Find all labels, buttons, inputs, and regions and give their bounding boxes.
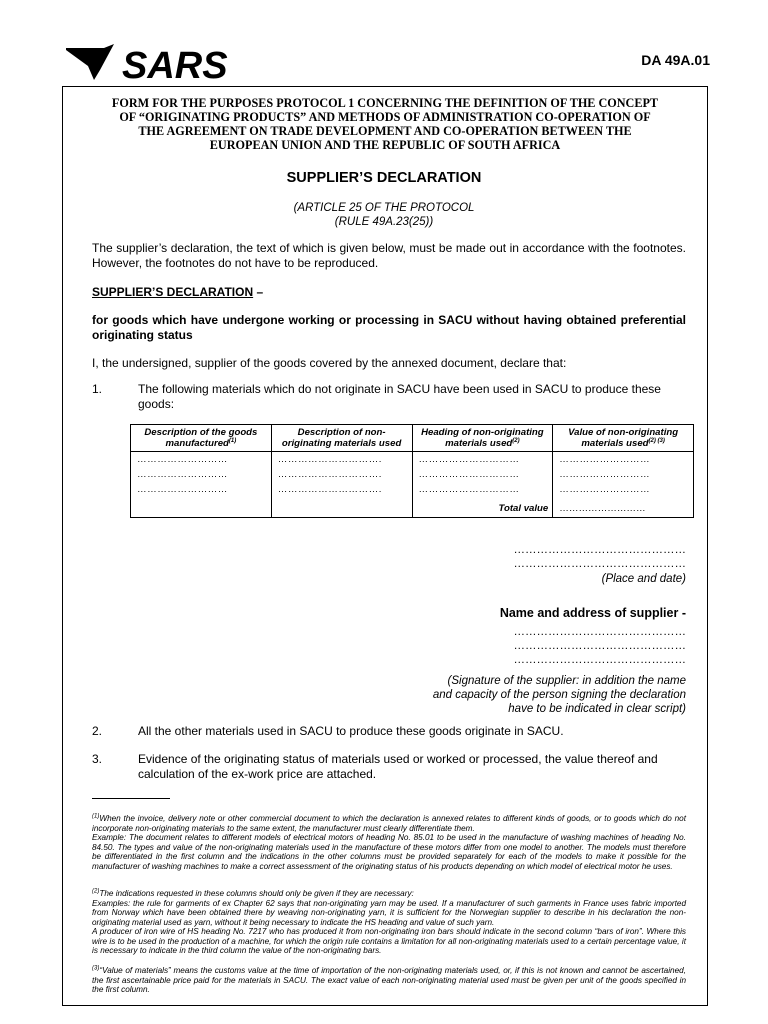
item-number: 3. xyxy=(92,752,103,766)
table-row xyxy=(131,452,694,502)
materials-cell[interactable]: …………………………. …………………………. …………………………. xyxy=(271,452,412,502)
footnote-3: $^{(3)}$“Value of materials” means the customs value at the time of importation of the non-originating materials used, or, if this is not known and cannot be ascertained, the first ascertainable price paid for the materials in SACU. The exact value of each non-originating material used must be given per unit of the goods specified in the first column. xyxy=(92,965,686,994)
materials-table xyxy=(130,424,694,518)
supplier-name-field[interactable]: ……………………………………… ……………………………………… ……………………………………… xyxy=(513,626,686,666)
subheading xyxy=(92,285,263,300)
subheading-underlined: SUPPLIER’S DECLARATION xyxy=(92,285,254,299)
article-reference xyxy=(0,201,768,229)
goods-statement: for goods which have undergone working or processing in SACU without having obtained preferential originating status xyxy=(92,313,686,342)
heading-cell[interactable]: ………………………… ………………………… ………………………… xyxy=(412,452,553,502)
article-line: (ARTICLE 25 OF THE PROTOCOL xyxy=(293,202,475,214)
signature-instructions: (Signature of the supplier: in addition the name and capacity of the person signing the declaration have to be indicated in clear script) xyxy=(432,675,686,715)
form-heading-line: OF “ORIGINATING PRODUCTS” AND METHODS OF ADMINISTRATION CO-OPERATION OF xyxy=(119,110,651,124)
total-value-cell[interactable]: ……………………… xyxy=(553,501,694,518)
form-heading-line: THE AGREEMENT ON TRADE DEVELOPMENT AND CO-OPERATION BETWEEN THE xyxy=(138,124,632,138)
item-number: 1. xyxy=(92,382,103,396)
total-label: Total value xyxy=(412,501,553,518)
form-heading xyxy=(90,96,680,152)
intro-paragraph: The supplier’s declaration, the text of which is given below, must be made out in accordance with the footnotes. However, the footnotes do not have to be reproduced. xyxy=(92,241,686,270)
undersigned-statement: I, the undersigned, supplier of the goods covered by the annexed document, declare that: xyxy=(92,356,567,370)
footnote-divider xyxy=(92,798,170,799)
empty-cell xyxy=(131,501,272,518)
value-cell[interactable]: ……………………… ……………………… ……………………… xyxy=(553,452,694,502)
sars-logo xyxy=(64,42,236,82)
footnote-1: $^{(1)}$When the invoice, delivery note or other commercial document to which the declaration is annexed relates to different kinds of goods, or to goods which do not incorporate non-originating materials to the same extent, the manufacturer must clearly differentiate them. Example: The document relates to different models of electrical motors of heading No. 85.01 to be used in the manufacture of washing machines of heading No. 84.50. The types and value of the non-originating materials used in the manufacture of these motors differ from one model to another. The models must therefore be differentiated in the first column and the indications in the other columns must be provided separately for each of the models to make it possible for the manufacturer of washing machines to make a correct assessment of the originating status of his products depending on which model of electrical motor he uses. xyxy=(92,813,686,871)
goods-cell[interactable]: ……………………… ……………………… ……………………… xyxy=(131,452,272,502)
item-text: The following materials which do not originate in SACU have been used in SACU to produce these goods: xyxy=(138,382,661,411)
table-header-row xyxy=(131,425,694,452)
item-number: 2. xyxy=(92,724,103,738)
place-date-field[interactable]: ……………………………………… ……………………………………… xyxy=(513,544,686,570)
total-row xyxy=(131,501,694,518)
subheading-dash: – xyxy=(253,285,264,299)
item-text: All the other materials used in SACU to produce these goods originate in SACU. xyxy=(138,724,564,738)
rule-line: (RULE 49A.23(25)) xyxy=(334,216,434,228)
place-date-label: (Place and date) xyxy=(601,573,686,585)
column-header: Description of non-originating materials used xyxy=(271,425,412,452)
column-header: Value of non-originating materials used$^{(2) (3)}$ xyxy=(553,425,694,452)
sars-logo-text: SARS xyxy=(122,45,228,82)
form-heading-line: EUROPEAN UNION AND THE REPUBLIC OF SOUTH AFRICA xyxy=(209,138,561,152)
form-code: DA 49A.01 xyxy=(641,52,710,68)
item-text: Evidence of the originating status of materials used or worked or processed, the value thereof and calculation of the ex-work price are attached. xyxy=(138,752,658,781)
footnote-2: $^{(2)}$The indications requested in these columns should only be given if they are necessary: Examples: the rule for garments of ex Chapter 62 says that non-originating yarn may be used. If a manufacturer of such garments in France uses fabric imported from Norway which have been obtained there by weaving non-originating yarn, it is sufficient for the Norwegian supplier to describe in his declaration the non-originating material used as yarn, without it being necessary to indicate the HS heading and value of such yarn. A producer of iron wire of HS heading No. 7217 who has produced it from non-originating iron bars should indicate in the second column “bars of iron”. Where this wire is to be used in the production of a machine, for which the origin rule contains a limitation for all non-originating materials used to a certain percentage value, it is necessary to indicate in the third column the value of the non-originating bars. xyxy=(92,888,686,955)
supplier-name-heading: Name and address of supplier - xyxy=(499,606,686,620)
column-header: Description of the goods manufactured$^{(1)}$ xyxy=(131,425,272,452)
declaration-title: SUPPLIER’S DECLARATION xyxy=(286,170,482,186)
column-header: Heading of non-originating materials used$^{(2)}$ xyxy=(412,425,553,452)
form-heading-line: FORM FOR THE PURPOSES PROTOCOL 1 CONCERNING THE DEFINITION OF THE CONCEPT xyxy=(111,96,659,110)
sars-logo-swoosh-icon xyxy=(66,44,114,80)
empty-cell xyxy=(271,501,412,518)
